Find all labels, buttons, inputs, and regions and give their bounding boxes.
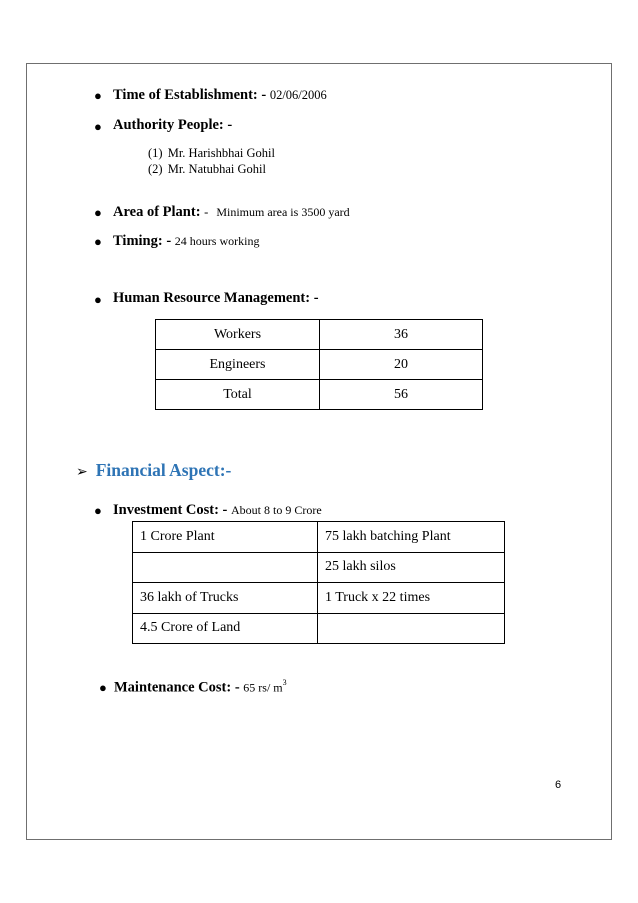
page-border <box>26 63 612 840</box>
cost-left-cell: 4.5 Crore of Land <box>133 613 318 644</box>
establishment-value: 02/06/2006 <box>269 88 327 102</box>
bullet-icon: ● <box>94 88 102 103</box>
table-row <box>133 552 505 583</box>
person-number: (1) <box>148 146 163 160</box>
bullet-icon: ● <box>94 234 102 249</box>
authority-person-2 <box>148 162 266 177</box>
authority-person-1 <box>148 146 275 161</box>
cost-left-cell <box>133 552 318 583</box>
investment-table <box>132 521 505 644</box>
investment-label: Investment Cost: - <box>113 502 231 518</box>
establishment-label: Time of Establishment: - <box>113 87 270 103</box>
maintenance-label: Maintenance Cost: - <box>114 679 244 696</box>
bullet-icon: ● <box>94 503 102 518</box>
table-row <box>133 522 505 553</box>
hr-count-cell: 56 <box>320 380 483 410</box>
investment-value: About 8 to 9 Crore <box>231 503 322 517</box>
cost-right-cell: 1 Truck x 22 times <box>318 583 505 614</box>
bullet-icon: ● <box>94 205 102 220</box>
timing-value: 24 hours working <box>174 234 260 248</box>
maintenance-item <box>114 678 287 696</box>
page-number: 6 <box>555 779 562 791</box>
table-row <box>156 320 483 350</box>
table-row <box>133 613 505 644</box>
establishment-item <box>113 86 327 104</box>
bullet-icon: ● <box>99 680 107 695</box>
timing-item <box>113 232 259 250</box>
hr-table <box>155 319 483 410</box>
cost-right-cell <box>318 613 505 644</box>
cost-right-cell: 75 lakh batching Plant <box>318 522 505 553</box>
investment-item <box>113 501 322 519</box>
cost-left-cell: 1 Crore Plant <box>133 522 318 553</box>
area-value: Minimum area is 3500 yard <box>216 205 350 219</box>
hr-role-cell: Total <box>156 380 320 410</box>
cost-left-cell: 36 lakh of Trucks <box>133 583 318 614</box>
bullet-icon: ● <box>94 119 102 134</box>
hr-count-cell: 20 <box>320 350 483 380</box>
authority-label: Authority People: - <box>113 117 233 133</box>
hr-role-cell: Workers <box>156 320 320 350</box>
hr-count-cell: 36 <box>320 320 483 350</box>
maintenance-superscript: 3 <box>282 678 287 687</box>
financial-heading <box>76 460 231 481</box>
maintenance-value: 65 rs/ m <box>243 680 283 695</box>
hr-label: Human Resource Management: - <box>113 290 319 306</box>
area-item <box>113 203 350 221</box>
table-row <box>133 583 505 614</box>
cost-right-cell: 25 lakh silos <box>318 552 505 583</box>
person-number: (2) <box>148 162 163 176</box>
person-name: Mr. Harishbhai Gohil <box>167 146 275 160</box>
hr-role-cell: Engineers <box>156 350 320 380</box>
area-dash: - <box>204 205 209 219</box>
financial-heading-text: Financial Aspect:- <box>95 460 232 480</box>
arrow-icon: ➢ <box>76 465 88 480</box>
person-name: Mr. Natubhai Gohil <box>167 162 266 176</box>
table-row <box>156 380 483 410</box>
bullet-icon: ● <box>94 292 102 307</box>
area-label: Area of Plant: <box>113 204 205 220</box>
timing-label: Timing: - <box>113 233 175 249</box>
table-row <box>156 350 483 380</box>
